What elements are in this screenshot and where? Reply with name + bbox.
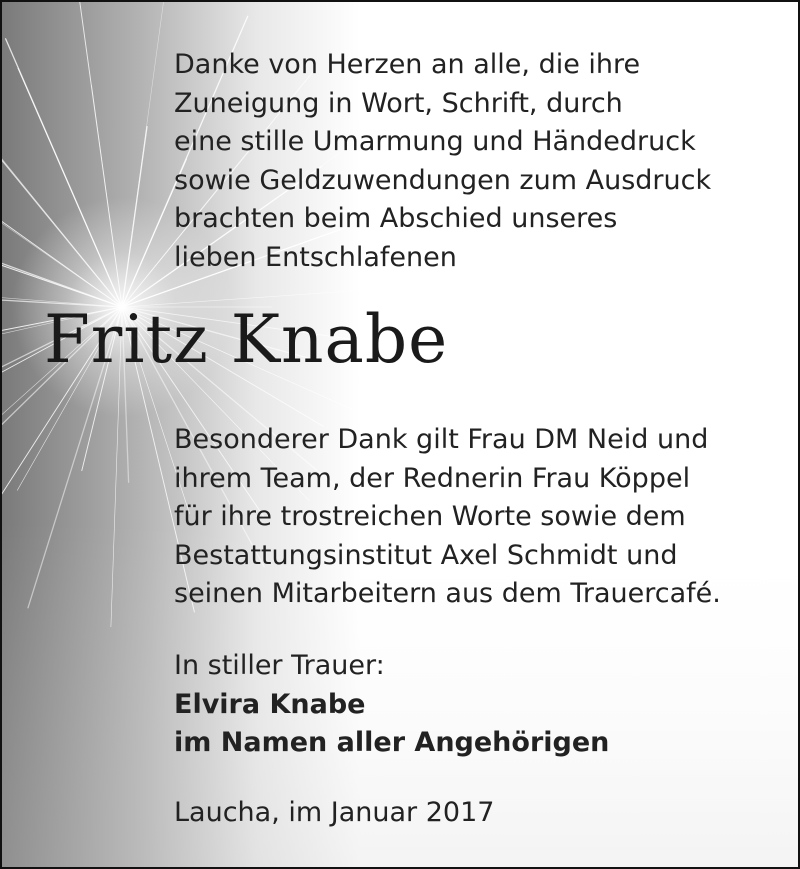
place-date: Laucha, im Januar 2017 bbox=[174, 797, 495, 828]
thanks-line: seinen Mitarbeitern aus dem Trauercafé. bbox=[174, 578, 721, 609]
intro-line: sowie Geldzuwendungen zum Ausdruck bbox=[174, 164, 712, 196]
intro-line: eine stille Umarmung und Händedruck bbox=[174, 126, 696, 157]
thanks-line: Bestattungsinstitut Axel Schmidt und bbox=[174, 539, 678, 571]
intro-line: Zuneigung in Wort, Schrift, durch bbox=[174, 87, 623, 119]
signer-name: Elvira Knabe bbox=[174, 688, 366, 720]
intro-line: lieben Entschlafenen bbox=[174, 241, 457, 273]
intro-line: brachten beim Abschied unseres bbox=[174, 203, 618, 234]
special-thanks bbox=[174, 421, 784, 614]
gratitude-intro bbox=[174, 46, 774, 277]
on-behalf-line: im Namen aller Angehörigen bbox=[174, 727, 610, 758]
mourners-block bbox=[174, 647, 774, 763]
mourning-intro: In stiller Trauer: bbox=[174, 650, 385, 681]
thanks-line: ihrem Team, der Rednerin Frau Köppel bbox=[174, 462, 691, 494]
intro-line: Danke von Herzen an alle, die ihre bbox=[174, 49, 641, 80]
thanks-line: Besonderer Dank gilt Frau DM Neid und bbox=[174, 424, 709, 455]
thanks-line: für ihre trostreichen Worte sowie dem bbox=[174, 501, 686, 532]
deceased-name: Fritz Knabe bbox=[44, 301, 449, 378]
